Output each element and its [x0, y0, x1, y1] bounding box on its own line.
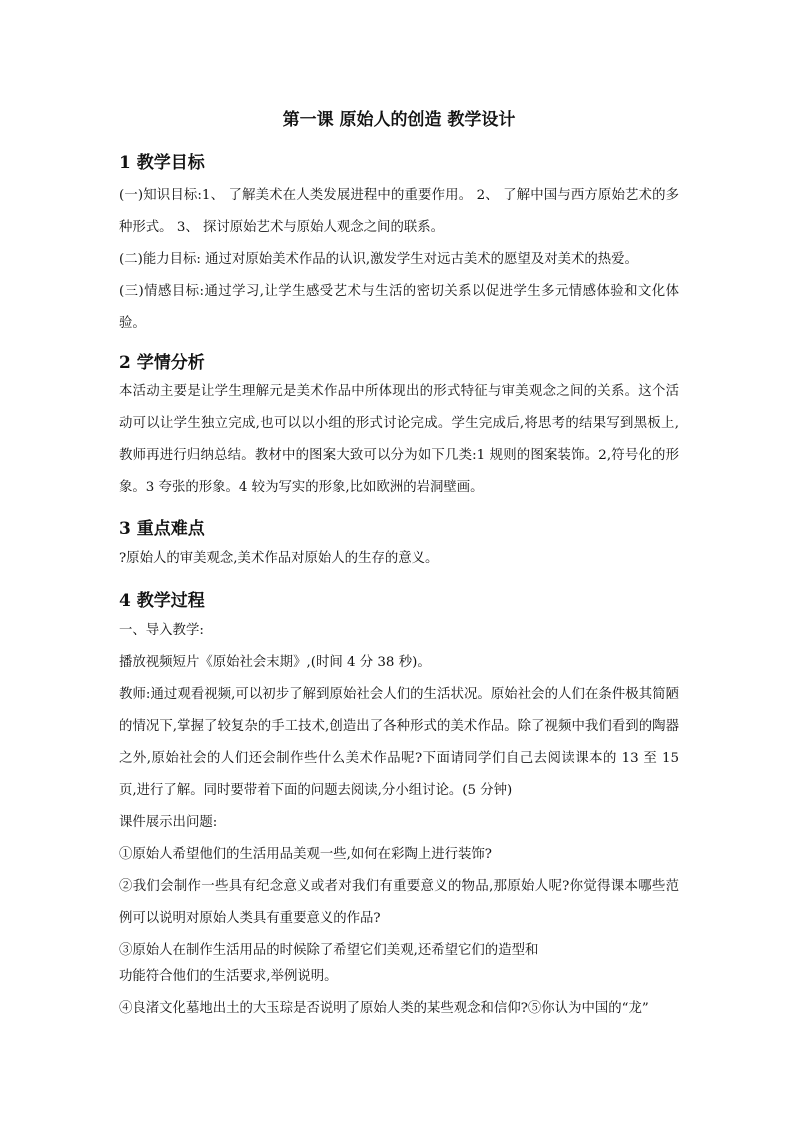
document-title: 第一课 原始人的创造 教学设计 [282, 110, 516, 130]
paragraph-key-difficulties: ?原始人的审美观念,美术作品对原始人的生存的意义。 [119, 551, 439, 566]
paragraph-intro-teaching: 一、导入教学: [119, 623, 204, 638]
paragraph-questions-label: 课件展示出问题: [119, 815, 218, 830]
question-item-2: ②我们会制作一些具有纪念意义或者对我们有重要意义的物品,那原始人呢?你觉得课本哪些范例可以说明对原始人类具有重要意义的作品? [119, 879, 679, 926]
section-heading-teaching-process: 4 教学过程 [119, 591, 205, 611]
paragraph-ability-objective: (二)能力目标: 通过对原始美术作品的认识,激发学生对远古美术的愿望及对美术的热爱。 [119, 252, 638, 267]
paragraph-teacher-talk: 教师:通过观看视频,可以初步了解到原始社会人们的生活状况。原始社会的人们在条件极其简陋的情况下,掌握了较复杂的手工技术,创造出了各种形式的美术作品。除了视频中我们看到的陶器之外,原始社会的人们还会制作些什么美术作品呢?下面请同学们自己去阅读课本的 13 至 15 页,进行了解。同时要带着下面的问题去阅读,分小组讨论。(5 分钟) [119, 687, 679, 798]
section-heading-key-difficulties: 3 重点难点 [119, 519, 205, 539]
paragraph-knowledge-objective: (一)知识目标:1、 了解美术在人类发展进程中的重要作用。 2、 了解中国与西方原始艺术的多种形式。 3、 探讨原始艺术与原始人观念之间的联系。 [119, 188, 679, 235]
question-item-1: ①原始人希望他们的生活用品美观一些,如何在彩陶上进行装饰? [119, 847, 492, 862]
paragraph-student-analysis: 本活动主要是让学生理解元是美术作品中所体现出的形式特征与审美观念之间的关系。这个活动可以让学生独立完成,也可以以小组的形式讨论完成。学生完成后,将思考的结果写到黑板上,教师再进行归纳总结。教材中的图案大致可以分为如下几类:1 规则的图案装饰。2,符号化的形象。3 夸张的形象。4 较为写实的形象,比如欧洲的岩洞壁画。 [119, 384, 679, 495]
section-heading-teaching-objectives: 1 教学目标 [119, 153, 205, 173]
question-item-3-continued: 功能符合他们的生活要求,举例说明。 [119, 969, 338, 984]
paragraph-emotion-objective: (三)情感目标:通过学习,让学生感受艺术与生活的密切关系以促进学生多元情感体验和文化体验。 [119, 284, 679, 331]
question-item-3: ③原始人在制作生活用品的时候除了希望它们美观,还希望它们的造型和 [119, 943, 539, 958]
paragraph-video: 播放视频短片《原始社会末期》,(时间 4 分 38 秒)。 [119, 655, 431, 670]
question-item-4-5: ④良渚文化墓地出土的大玉琮是否说明了原始人类的某些观念和信仰?⑤你认为中国的“龙” [119, 1001, 649, 1016]
section-heading-student-analysis: 2 学情分析 [119, 353, 205, 373]
